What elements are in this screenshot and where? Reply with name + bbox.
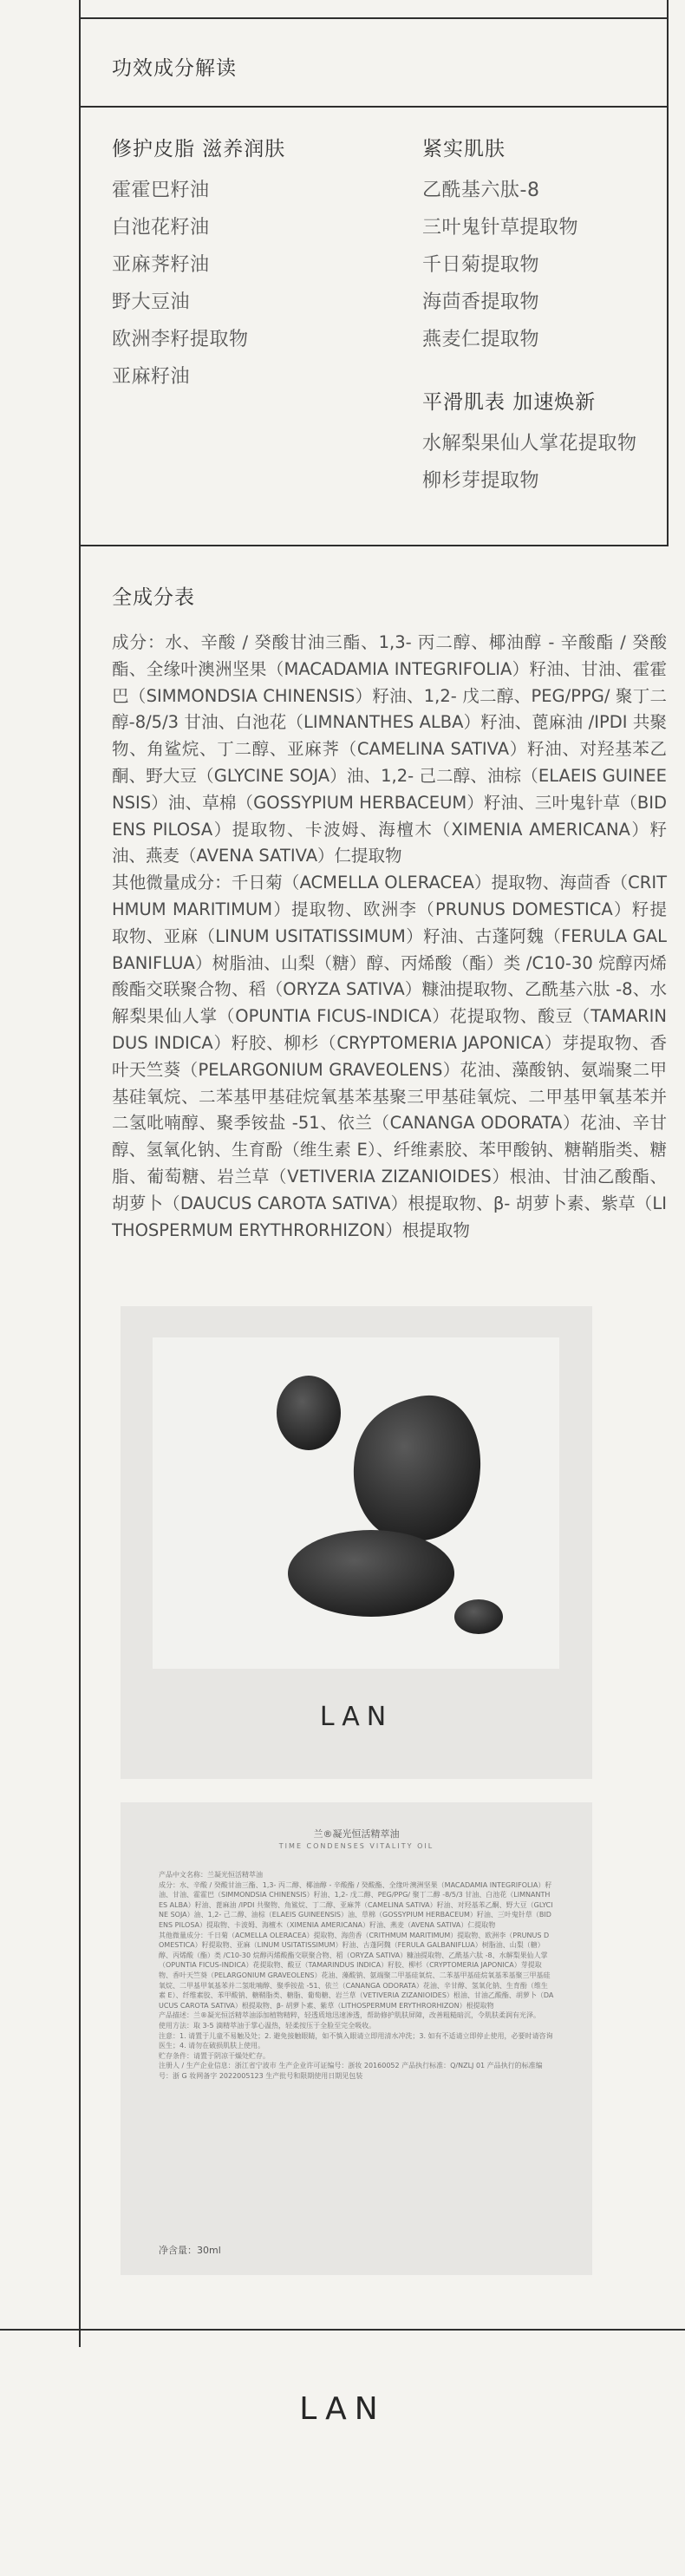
smooth-heading: 平滑肌表 加速焕新	[422, 391, 597, 414]
label-line: 使用方法：取 3-5 滴精萃油于掌心温热，轻柔按压于全脸至完全吸收。	[159, 2021, 376, 2030]
repair-item: 亚麻籽油	[112, 366, 191, 388]
label-line: 产品中文名称：兰凝光恒活精萃油	[159, 1871, 263, 1879]
artwork-brand-logo: LAN	[319, 1702, 394, 1732]
functional-title: 功效成分解读	[112, 57, 237, 80]
footer-divider	[0, 2329, 685, 2331]
firm-item: 三叶鬼针草提取物	[422, 217, 579, 239]
firm-item: 千日菊提取物	[422, 254, 540, 276]
smooth-column	[422, 386, 665, 500]
label-product-subtitle: TIME CONDENSES VITALITY OIL	[278, 1842, 434, 1850]
product-label-card	[121, 1802, 592, 2275]
repair-heading: 修护皮脂 滋养润肤	[112, 138, 286, 160]
section-divider	[79, 545, 669, 546]
repair-column	[112, 133, 398, 396]
repair-item: 亚麻荠籽油	[112, 254, 210, 276]
repair-item: 白池花籽油	[112, 217, 210, 239]
repair-item: 野大豆油	[112, 291, 191, 313]
stacked-stones-illustration	[153, 1337, 559, 1669]
stone-tiny-bottom-right	[454, 1599, 503, 1634]
title-divider	[79, 106, 669, 108]
label-volume: 净含量：30ml	[159, 2245, 221, 2256]
label-line: 注意：1. 请置于儿童不易触及处；2. 避免接触眼睛，如不慎入眼请立即用清水冲洗；3. 如有不适请立即停止使用，必要时请咨询医生；4. 请勿在破损肌肤上使用。	[159, 2031, 553, 2050]
repair-item: 欧洲李籽提取物	[112, 329, 249, 350]
full-ingredients-list	[112, 630, 667, 1244]
stone-small-top	[277, 1376, 341, 1450]
firm-item: 燕麦仁提取物	[422, 329, 540, 350]
smooth-item: 柳杉芽提取物	[422, 470, 540, 492]
firm-item: 海茴香提取物	[422, 291, 540, 313]
top-divider	[79, 17, 669, 19]
label-body	[159, 1870, 554, 2081]
artwork-card	[121, 1306, 592, 1779]
firm-column	[422, 133, 665, 358]
repair-item: 霍霍巴籽油	[112, 180, 210, 201]
label-line: 贮存条件：请置于阴凉干燥处贮存。	[159, 2051, 270, 2060]
label-product-title: 兰®凝光恒活精萃油	[313, 1828, 400, 1840]
smooth-item: 水解梨果仙人掌花提取物	[422, 433, 637, 454]
frame-left-line	[79, 0, 81, 2347]
stone-large-right	[354, 1396, 480, 1541]
firm-heading: 紧实肌肤	[422, 138, 506, 160]
label-line: 产品描述：兰®凝光恒活精萃油添加植物精粹，轻透质地迅速渗透，帮助修护肌肤屏障，改善粗糙暗沉，令肌肤柔润有光泽。	[159, 2011, 540, 2020]
label-line: 其他微量成分：千日菊（ACMELLA OLERACEA）提取物、海茴香（CRITHMUM MARITIMUM）提取物、欧洲李（PRUNUS DOMESTICA）籽提取物、亚麻（LINUM USITATISSIMUM）籽油、古蓬阿魏（FERULA GALBANIFLUA）树脂油、山梨（糖）醇、丙烯酸（酯）类 /C10-30 烷醇丙烯酸酯交联聚合物、稻（ORYZA SATIVA）糠油提取物、乙酰基六肽 -8、水解梨果仙人掌（OPUNTIA FICUS-INDICA）花提取物、酸豆（TAMARINDUS INDICA）籽胶、柳杉（CRYPTOMERIA JAPONICA）芽提取物、香叶天竺葵（PELARGONIUM GRAVEOLENS）花油、藻酸钠、氨端聚二甲基硅氧烷、二苯基甲基硅烷氧基苯基聚三甲基硅氧烷、二甲基甲氧基苯并二氢吡喃醇、聚季铵盐 -51、依兰（CANANGA ODORATA）花油、辛甘醇、氢氧化钠、生育酚（维生素 E）、纤维素胶、苯甲酸钠、糖鞘脂类、糖脂、葡萄糖、岩兰草（VETIVERIA ZIZANIOIDES）根油、甘油乙酸酯、胡萝卜（DAUCUS CAROTA SATIVA）根提取物、β- 胡萝卜素、紫草（LITHOSPERMUM ERYTHRORHIZON）根提取物	[159, 1931, 554, 2010]
stone-wide-bottom	[288, 1530, 454, 1617]
firm-item: 乙酰基六肽-8	[422, 180, 540, 201]
footer-brand-logo: LAN	[299, 2391, 386, 2427]
frame-right-line	[667, 0, 669, 546]
trace-ingredients: 其他微量成分：千日菊（ACMELLA OLERACEA）提取物、海茴香（CRITHMUM MARITIMUM）提取物、欧洲李（PRUNUS DOMESTICA）籽提取物、亚麻（LINUM USITATISSIMUM）籽油、古蓬阿魏（FERULA GALBANIFLUA）树脂油、山梨（糖）醇、丙烯酸（酯）类 /C10-30 烷醇丙烯酸酯交联聚合物、稻（ORYZA SATIVA）糠油提取物、乙酰基六肽 -8、水解梨果仙人掌（OPUNTIA FICUS-INDICA）花提取物、酸豆（TAMARINDUS INDICA）籽胶、柳杉（CRYPTOMERIA JAPONICA）芽提取物、香叶天竺葵（PELARGONIUM GRAVEOLENS）花油、藻酸钠、氨端聚二甲基硅氧烷、二苯基甲基硅烷氧基苯基聚三甲基硅氧烷、二甲基甲氧基苯并二氢吡喃醇、聚季铵盐 -51、依兰（CANANGA ODORATA）花油、辛甘醇、氢氧化钠、生育酚（维生素 E）、纤维素胶、苯甲酸钠、糖鞘脂类、糖脂、葡萄糖、岩兰草（VETIVERIA ZIZANIOIDES）根油、甘油乙酸酯、胡萝卜（DAUCUS CAROTA SATIVA）根提取物、β- 胡萝卜素、紫草（LITHOSPERMUM ERYTHRORHIZON）根提取物	[112, 873, 667, 1240]
label-line: 成分：水、辛酸 / 癸酸甘油三酯、1,3- 丙二醇、椰油醇 - 辛酸酯 / 癸酸酯、全缘叶澳洲坚果（MACADAMIA INTEGRIFOLIA）籽油、甘油、霍霍巴（SIMMONDSIA CHINENSIS）籽油、1,2- 戊二醇、PEG/PPG/ 聚丁二醇 -8/5/3 甘油、白池花（LIMNANTHES ALBA）籽油、蓖麻油 /IPDI 共聚物、角鲨烷、丁二醇、亚麻荠（CAMELINA SATIVA）籽油、对羟基苯乙酮、野大豆（GLYCINE SOJA）油、1,2- 己二醇、油棕（ELAEIS GUINEENSIS）油、草棉（GOSSYPIUM HERBACEUM）籽油、三叶鬼针草（BIDENS PILOSA）提取物、卡波姆、海檀木（XIMENIA AMERICANA）籽油、燕麦（AVENA SATIVA）仁提取物	[159, 1880, 553, 1929]
main-ingredients: 成分：水、辛酸 / 癸酸甘油三酯、1,3- 丙二醇、椰油醇 - 辛酸酯 / 癸酸酯、全缘叶澳洲坚果（MACADAMIA INTEGRIFOLIA）籽油、甘油、霍霍巴（SIMMONDSIA CHINENSIS）籽油、1,2- 戊二醇、PEG/PPG/ 聚丁二醇-8/5/3 甘油、白池花（LIMNANTHES ALBA）籽油、蓖麻油 /IPDI 共聚物、角鲨烷、丁二醇、亚麻荠（CAMELINA SATIVA）籽油、对羟基苯乙酮、野大豆（GLYCINE SOJA）油、1,2- 己二醇、油棕（ELAEIS GUINEENSIS）油、草棉（GOSSYPIUM HERBACEUM）籽油、三叶鬼针草（BIDENS PILOSA）提取物、卡波姆、海檀木（XIMENIA AMERICANA）籽油、燕麦（AVENA SATIVA）仁提取物	[112, 632, 667, 866]
full-ingredients-title: 全成分表	[112, 586, 195, 609]
label-line: 注册人 / 生产企业信息：浙江省宁波市 生产企业许可证编号：浙妆 20160052 产品执行标准：Q/NZLJ 01 产品执行的标准编号：浙 G 妆网备字 2022005123 生产批号和限期使用日期见包装	[159, 2062, 543, 2080]
stone-artwork-frame	[153, 1337, 559, 1669]
